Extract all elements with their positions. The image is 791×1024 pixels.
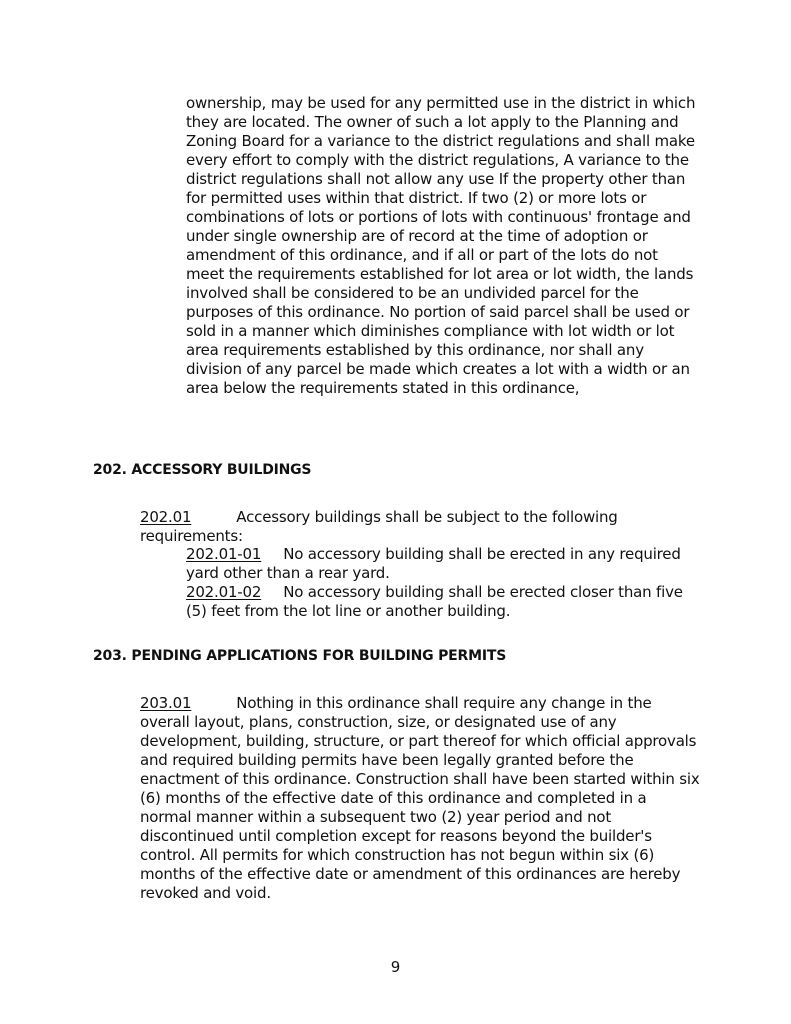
- section-202-01-paragraph: [140, 508, 700, 546]
- section-202-01-01-paragraph: [186, 545, 698, 583]
- section-number-202-01-01: 202.01-01: [186, 545, 262, 563]
- section-202-heading: 202. ACCESSORY BUILDINGS: [93, 462, 312, 478]
- section-202-01-01-text: No accessory building shall be erected in any required yard other than a rear yard.: [186, 545, 681, 582]
- section-number-203-01: 203.01: [140, 694, 192, 712]
- section-202-01-text: Accessory buildings shall be subject to the following requirements:: [140, 508, 618, 545]
- section-202-01-02-text: No accessory building shall be erected closer than five (5) feet from the lot line or another building.: [186, 583, 683, 620]
- section-number-202-01: 202.01: [140, 508, 192, 526]
- continued-paragraph: ownership, may be used for any permitted use in the district in which they are located. The owner of such a lot apply to the Planning and Zoning Board for a variance to the district regulations and shall make every effort to comply with the district regulations, A variance to the district regulations shall not allow any use If the property other than for permitted uses within that district. If two (2) or more lots or combinations of lots or portions of lots with continuous' frontage and under single ownership are of record at the time of adoption or amendment of this ordinance, and if all or part of the lots do not meet the requirements established for lot area or lot width, the lands involved shall be considered to be an undivided parcel for the purposes of this ordinance. No portion of said parcel shall be used or sold in a manner which diminishes compliance with lot width or lot area requirements established by this ordinance, nor shall any division of any parcel be made which creates a lot with a width or an area below the requirements stated in this ordinance,: [186, 94, 696, 397]
- section-203-01-paragraph: [140, 694, 700, 903]
- page-number: 9: [390, 958, 401, 976]
- section-202-01-02-paragraph: [186, 583, 698, 621]
- section-203-heading: 203. PENDING APPLICATIONS FOR BUILDING PERMITS: [93, 648, 507, 664]
- section-203-01-text: Nothing in this ordinance shall require any change in the overall layout, plans, construction, size, or designated use of any development, building, structure, or part thereof for which official approvals and required building permits have been legally granted before the enactment of this ordinance. Construction shall have been started within six (6) months of the effective date of this ordinance and completed in a normal manner within a subsequent two (2) year period and not discontinued until completion except for reasons beyond the builder's control. All permits for which construction has not begun within six (6) months of the effective date or amendment of this ordinances are hereby revoked and void.: [140, 694, 700, 902]
- section-number-202-01-02: 202.01-02: [186, 583, 262, 601]
